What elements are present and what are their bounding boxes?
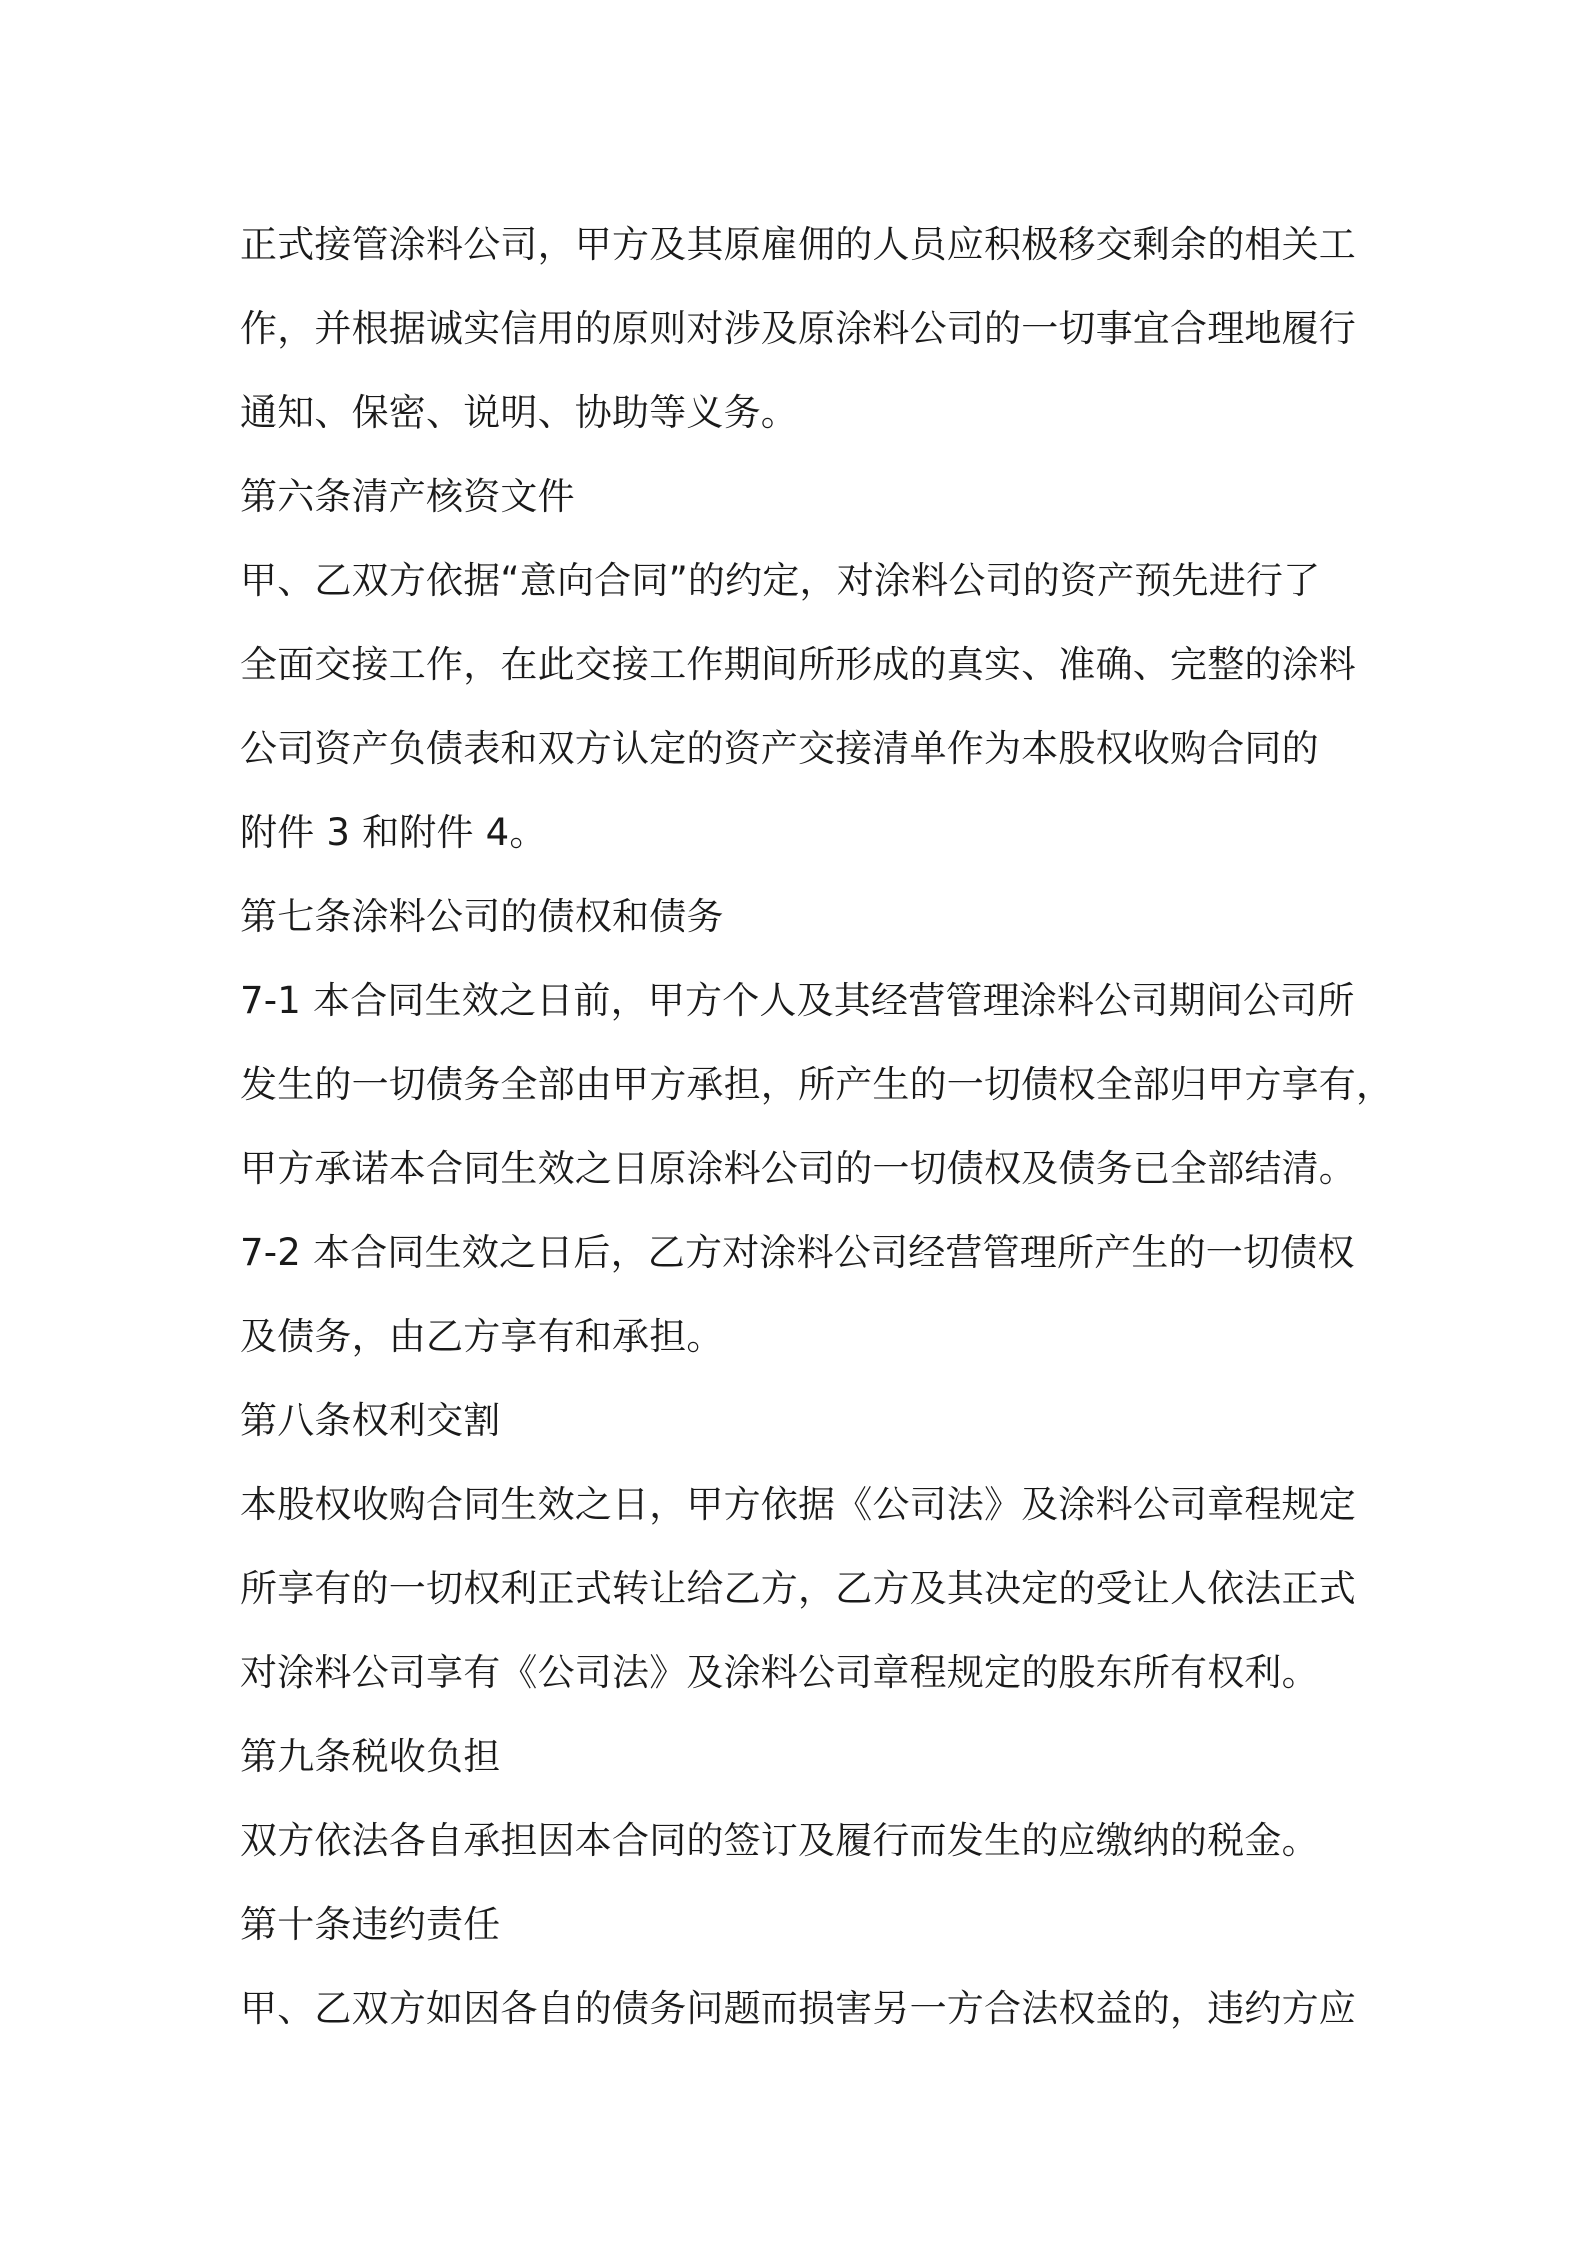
paragraph-line: 公司资产负债表和双方认定的资产交接清单作为本股权收购合同的: [240, 727, 1319, 770]
paragraph-line: 7-1 本合同生效之日前，甲方个人及其经营管理涂料公司期间公司所: [240, 979, 1355, 1022]
section-heading: 第九条税收负担: [240, 1735, 501, 1778]
section-heading: 第十条违约责任: [240, 1903, 501, 1946]
paragraph-line: 甲、乙双方依据“意向合同”的约定，对涂料公司的资产预先进行了: [240, 559, 1321, 602]
paragraph-line: 本股权收购合同生效之日，甲方依据《公司法》及涂料公司章程规定: [240, 1483, 1356, 1526]
paragraph-line: 双方依法各自承担因本合同的签订及履行而发生的应缴纳的税金。: [240, 1819, 1319, 1862]
paragraph-line: 作，并根据诚实信用的原则对涉及原涂料公司的一切事宜合理地履行: [240, 307, 1356, 350]
paragraph-line: 正式接管涂料公司，甲方及其原雇佣的人员应积极移交剩余的相关工: [240, 223, 1356, 266]
document-body: [240, 203, 1394, 2051]
paragraph-line: 甲、乙双方如因各自的债务问题而损害另一方合法权益的，违约方应: [240, 1987, 1356, 2030]
section-heading: 第八条权利交割: [240, 1399, 501, 1442]
paragraph-line: 7-2 本合同生效之日后，乙方对涂料公司经营管理所产生的一切债权: [240, 1231, 1355, 1274]
paragraph-line: 对涂料公司享有《公司法》及涂料公司章程规定的股东所有权利。: [240, 1651, 1319, 1694]
paragraph-line: 发生的一切债务全部由甲方承担，所产生的一切债权全部归甲方享有，: [240, 1063, 1394, 1106]
paragraph-line: 附件 3 和附件 4。: [240, 811, 547, 854]
paragraph-line: 及债务，由乙方享有和承担。: [240, 1315, 724, 1358]
paragraph-line: 甲方承诺本合同生效之日原涂料公司的一切债权及债务已全部结清。: [240, 1147, 1356, 1190]
paragraph-line: 通知、保密、说明、协助等义务。: [240, 391, 798, 434]
section-heading: 第七条涂料公司的债权和债务: [240, 895, 724, 938]
paragraph-line: 所享有的一切权利正式转让给乙方，乙方及其决定的受让人依法正式: [240, 1567, 1356, 1610]
section-heading: 第六条清产核资文件: [240, 475, 575, 518]
paragraph-line: 全面交接工作，在此交接工作期间所形成的真实、准确、完整的涂料: [240, 643, 1356, 686]
